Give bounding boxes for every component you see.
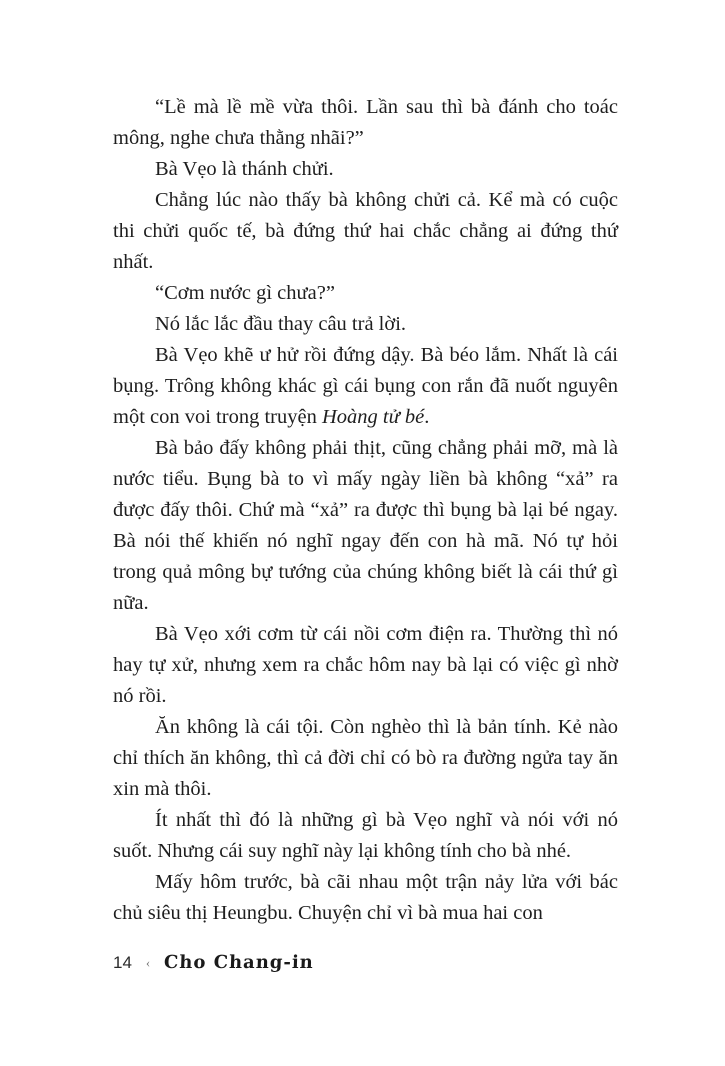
paragraph-11: Mấy hôm trước, bà cãi nhau một trận nảy lửa với bác chủ siêu thị Heungbu. Chuyện chỉ vì bà mua hai con xyxy=(113,871,618,924)
body-text xyxy=(113,92,618,929)
page-number: 14 xyxy=(113,953,132,972)
paragraph-5: Nó lắc lắc đầu thay câu trả lời. xyxy=(155,313,407,335)
paragraph-dialogue-1: “Lề mà lề mề vừa thôi. Lần sau thì bà đánh cho toác mông, nghe chưa thằng nhãi?” xyxy=(113,96,618,149)
paragraph-6 xyxy=(113,340,618,433)
page-footer xyxy=(113,952,314,973)
paragraph-2: Bà Vẹo là thánh chửi. xyxy=(155,158,334,180)
author-name: Cho Chang-in xyxy=(163,952,315,973)
book-title-italic: Hoàng tử bé xyxy=(321,406,425,428)
paragraph-6-end: . xyxy=(424,406,430,428)
paragraph-dialogue-2: “Cơm nước gì chưa?” xyxy=(155,282,335,304)
paragraph-9: Ăn không là cái tội. Còn nghèo thì là bản tính. Kẻ nào chỉ thích ăn không, thì cả đời chỉ có bò ra đường ngửa tay ăn xin mà thôi. xyxy=(113,716,618,800)
paragraph-3: Chẳng lúc nào thấy bà không chửi cả. Kể mà có cuộc thi chửi quốc tế, bà đứng thứ hai chắc chẳng ai đứng thứ nhất. xyxy=(113,189,618,273)
footer-separator-icon: ‹ xyxy=(145,955,151,970)
paragraph-10: Ít nhất thì đó là những gì bà Vẹo nghĩ và nói với nó suốt. Nhưng cái suy nghĩ này lại không tính cho bà nhé. xyxy=(113,809,618,862)
paragraph-6-text: Bà Vẹo khẽ ư hử rồi đứng dậy. Bà béo lắm. Nhất là cái bụng. Trông không khác gì cái bụng con rắn đã nuốt nguyên một con voi trong truyện xyxy=(113,344,618,428)
paragraph-7: Bà bảo đấy không phải thịt, cũng chẳng phải mỡ, mà là nước tiểu. Bụng bà to vì mấy ngày liền bà không “xả” ra được đấy thôi. Chứ mà “xả” ra được thì bụng bà lại bé ngay. Bà nói thế khiến nó nghĩ ngay đến con hà mã. Nó tự hỏi trong quả mông bự tướng của chúng không biết là cái thứ gì nữa. xyxy=(113,437,618,614)
paragraph-8: Bà Vẹo xới cơm từ cái nồi cơm điện ra. Thường thì nó hay tự xử, nhưng xem ra chắc hôm nay bà lại có việc gì nhờ nó rồi. xyxy=(113,623,618,707)
